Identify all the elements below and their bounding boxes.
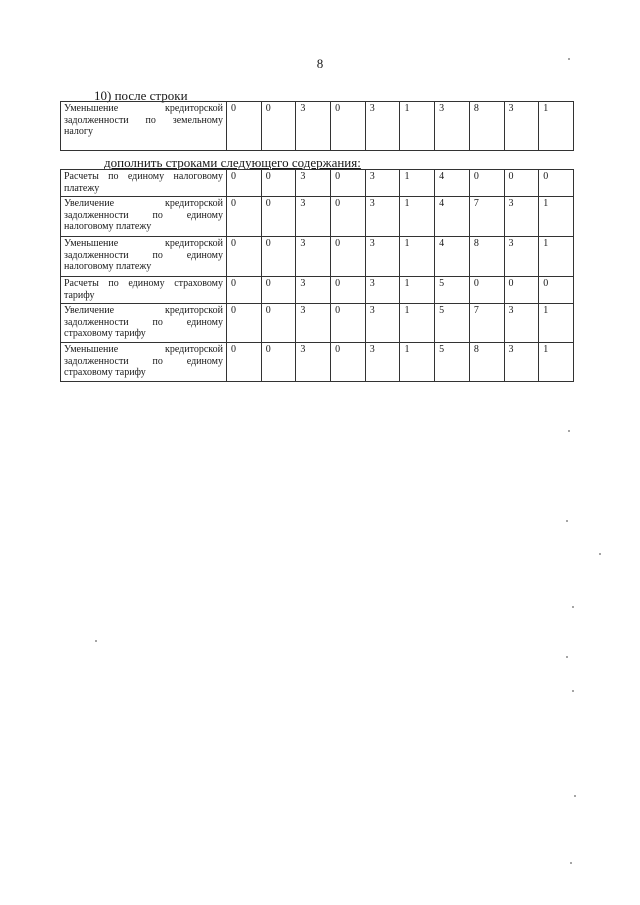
code-digit-cell: 0 (261, 277, 296, 304)
scan-speck (599, 553, 601, 555)
code-digit-cell: 1 (400, 237, 435, 277)
scan-speck (570, 862, 572, 864)
row-name-cell: Уменьшение кредиторской задолженности по единому страховому тарифу (61, 343, 227, 382)
code-digit-cell: 4 (435, 237, 470, 277)
code-digit-cell: 3 (296, 170, 331, 197)
code-digit-cell: 0 (261, 304, 296, 343)
row-name-cell: Уменьшение кредиторской задолженности по земельному налогу (61, 102, 227, 151)
code-digit-cell: 3 (296, 237, 331, 277)
code-digit-cell: 1 (539, 102, 574, 151)
code-digit-cell: 0 (331, 304, 366, 343)
code-digit-cell: 0 (227, 304, 262, 343)
table-row (61, 197, 574, 237)
code-digit-cell: 0 (227, 197, 262, 237)
code-digit-cell: 3 (504, 237, 539, 277)
code-digit-cell: 1 (539, 197, 574, 237)
code-digit-cell: 3 (296, 277, 331, 304)
code-digit-cell: 3 (504, 343, 539, 382)
code-digit-cell: 8 (469, 237, 504, 277)
code-digit-cell: 0 (469, 277, 504, 304)
code-digit-cell: 3 (296, 343, 331, 382)
code-digit-cell: 5 (435, 343, 470, 382)
code-digit-cell: 3 (365, 102, 400, 151)
code-digit-cell: 3 (504, 304, 539, 343)
scan-speck (572, 606, 574, 608)
code-digit-cell: 0 (539, 277, 574, 304)
code-digit-cell: 1 (539, 304, 574, 343)
row-name-cell: Увеличение кредиторской задолженности по единому налоговому платежу (61, 197, 227, 237)
page-number: 8 (316, 56, 324, 71)
code-digit-cell: 0 (331, 102, 366, 151)
code-digit-cell: 0 (331, 197, 366, 237)
instruction-text: дополнить строками следующего содержания: (104, 155, 361, 170)
code-digit-cell: 1 (400, 170, 435, 197)
scan-speck (568, 58, 570, 60)
code-digit-cell: 3 (504, 102, 539, 151)
scan-speck (566, 656, 568, 658)
code-digit-cell: 0 (261, 197, 296, 237)
code-digit-cell: 0 (261, 170, 296, 197)
code-digit-cell: 0 (261, 102, 296, 151)
code-digit-cell: 1 (400, 102, 435, 151)
code-digit-cell: 1 (539, 343, 574, 382)
table-row (61, 102, 574, 151)
code-digit-cell: 3 (365, 304, 400, 343)
code-digit-cell: 0 (227, 237, 262, 277)
code-digit-cell: 7 (469, 304, 504, 343)
code-digit-cell: 0 (331, 237, 366, 277)
code-digit-cell: 3 (296, 102, 331, 151)
code-digit-cell: 3 (365, 277, 400, 304)
table-row (61, 237, 574, 277)
table-row (61, 170, 574, 197)
code-digit-cell: 0 (539, 170, 574, 197)
row-name-cell: Увеличение кредиторской задолженности по единому страховому тарифу (61, 304, 227, 343)
code-digit-cell: 0 (227, 102, 262, 151)
code-digit-cell: 4 (435, 170, 470, 197)
code-digit-cell: 0 (227, 343, 262, 382)
code-digit-cell: 5 (435, 304, 470, 343)
existing-row-table-body (61, 102, 574, 151)
code-digit-cell: 1 (400, 343, 435, 382)
scan-speck (568, 430, 570, 432)
table-row (61, 277, 574, 304)
code-digit-cell: 3 (296, 197, 331, 237)
code-digit-cell: 5 (435, 277, 470, 304)
code-digit-cell: 3 (365, 237, 400, 277)
code-digit-cell: 0 (227, 277, 262, 304)
scan-speck (574, 795, 576, 797)
code-digit-cell: 3 (296, 304, 331, 343)
new-rows-table (60, 169, 574, 382)
code-digit-cell: 8 (469, 343, 504, 382)
existing-row-table (60, 101, 574, 151)
code-digit-cell: 7 (469, 197, 504, 237)
code-digit-cell: 1 (400, 197, 435, 237)
code-digit-cell: 3 (504, 197, 539, 237)
code-digit-cell: 3 (365, 170, 400, 197)
code-digit-cell: 1 (539, 237, 574, 277)
table-row (61, 304, 574, 343)
table-row (61, 343, 574, 382)
row-name-cell: Уменьшение кредиторской задолженности по единому налоговому платежу (61, 237, 227, 277)
code-digit-cell: 8 (469, 102, 504, 151)
scan-speck (95, 640, 97, 642)
scan-speck (572, 690, 574, 692)
code-digit-cell: 0 (331, 343, 366, 382)
code-digit-cell: 0 (261, 237, 296, 277)
new-rows-table-body (61, 170, 574, 382)
code-digit-cell: 3 (365, 197, 400, 237)
code-digit-cell: 0 (227, 170, 262, 197)
code-digit-cell: 3 (365, 343, 400, 382)
code-digit-cell: 4 (435, 197, 470, 237)
code-digit-cell: 1 (400, 277, 435, 304)
intro-text: 10) после строки (94, 88, 188, 103)
code-digit-cell: 0 (504, 170, 539, 197)
code-digit-cell: 0 (469, 170, 504, 197)
code-digit-cell: 0 (261, 343, 296, 382)
scan-speck (566, 520, 568, 522)
code-digit-cell: 0 (331, 277, 366, 304)
code-digit-cell: 1 (400, 304, 435, 343)
row-name-cell: Расчеты по единому страховому тарифу (61, 277, 227, 304)
code-digit-cell: 0 (331, 170, 366, 197)
code-digit-cell: 0 (504, 277, 539, 304)
row-name-cell: Расчеты по единому налоговому платежу (61, 170, 227, 197)
code-digit-cell: 3 (435, 102, 470, 151)
